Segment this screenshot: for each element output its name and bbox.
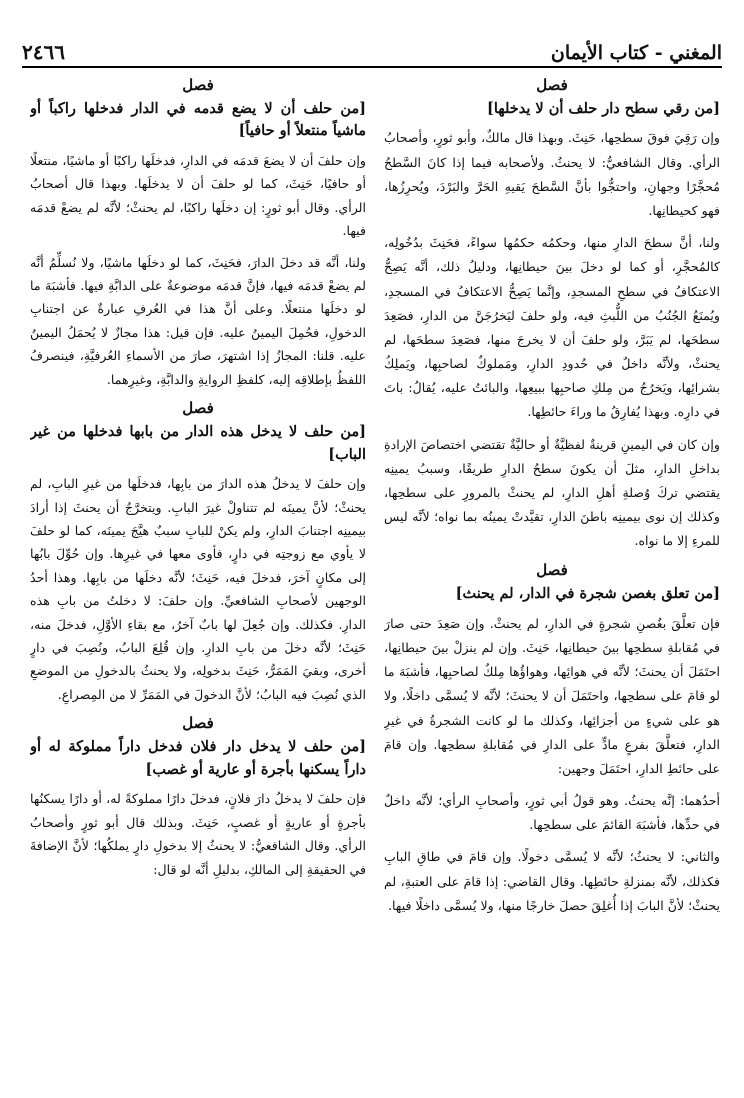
section-label: فصل bbox=[182, 76, 214, 94]
paragraph: وإن حلفَ لا يدخلُ هذه الدارَ من بابِها، فدخلَها من غيرِ البابِ، لم يحنثْ؛ لأنَّ يمينَه لم تتناولْ غيرَ البابِ. ويتخرَّجُ أن يحنثَ إذا أرادَ بيمينِه اجتنابَ الدارِ، ولم يكنْ للبابِ سببٌ هيَّجَ يمينَه، كما لو حلفَ لا يأوي مع زوجتِه في دارٍ، فأوى معها في غيرِها. وإن حُوِّلَ بابُها إلى مكانٍ آخرَ، فدخلَ فيه، حَنِثَ؛ لأنَّه دخلَها من بابِها. وهذا أحدُ الوجهين لأصحابِ الشافعيِّ. وإن حلفَ: لا دخلتُ من بابِ هذه الدارِ. فكذلك. وإن جُعِلَ لها بابٌ آخرُ، مع بقاءِ الأوَّلِ، فدخلَ منه، حَنِثَ؛ لأنَّه دخلَ من بابِ الدارِ. وإن قُلِعَ البابُ، ونُصِبَ في دارٍ أخرى، وبقيَ المَمَرُّ، حَنِثَ بدخولِه، ولا يحنثُ بالدخولِ من الموضعِ الذي نُصِبَ فيه البابُ؛ لأنَّ الدخولَ في المَمَرِّ لا من المِصراعِ. bbox=[30, 476, 366, 702]
paragraph: والثاني: لا يحنثُ؛ لأنَّه لا يُسمَّى دخولًا. وإن قامَ في طاقِ البابِ فكذلك، لأنَّه بمنزلةِ حائطِها. وقال القاضي: إذا قامَ على العتبةِ، لم يحنثْ؛ لأنَّ البابَ إذا أُغلِقَ حصلَ خارجًا منها، ولا يُسمَّى داخلًا فيها. bbox=[384, 849, 720, 913]
paragraph: أحدُهما: إنَّه يحنثُ. وهو قولُ أبي ثورٍ، وأصحابِ الرأي؛ لأنَّه داخلٌ في حدِّها، فأشبَهَ القائمَ على سطحِها. bbox=[384, 793, 720, 833]
section-heading: [من رقي سطح دار حلف أن لا يدخلها] bbox=[486, 100, 720, 117]
section-heading: [من حلف لا يدخل دار فلان فدخل داراً مملوكة له أو داراً يسكنها بأجرة أو عارية أو غصب] bbox=[30, 738, 366, 778]
running-title: المغني - كتاب الأيمان bbox=[550, 42, 722, 64]
section-label: فصل bbox=[536, 561, 568, 580]
paragraph: وإن رَقِيَ فوقَ سطحِها، حَنِثَ. وبهذا قال مالكٌ، وأبو ثورٍ، وأصحابُ الرأي. وقال الشافعيُّ: لا يحنثُ. ولأصحابه فيما إذا كانَ السَّطحُ مُحجَّرًا وجهانِ، واحتجُّوا بأنَّ السَّطحَ يَقيهِ الحَرَّ والبَرْدَ، ويُحرِزُها، فهو كحيطانِها. bbox=[384, 130, 720, 218]
section-label: فصل bbox=[182, 399, 214, 418]
section-heading: [من حلف لا يدخل هذه الدار من بابها فدخلها من غير الباب] bbox=[30, 423, 366, 463]
section-heading: [من حلف أن لا يضع قدمه في الدار فدخلها راكباً أو ماشياً منتعلاً أو حافياً] bbox=[30, 100, 366, 140]
paragraph: وإن حلفَ أن لا يضعَ قدمَه في الدارِ، فدخلَها راكبًا أو ماشيًا، منتعلًا أو حافيًا، حَنِثَ، كما لو حلفَ أن لا يدخلَها. وبهذا قال أصحابُ الرأي. وقال أبو ثورٍ: إن دخلَها راكبًا، لم يحنثْ؛ لأنَّه لم يضعْ قدمَه فيها. bbox=[30, 152, 366, 239]
section-label: فصل bbox=[536, 76, 568, 94]
page-number: ٢٤٦٦ bbox=[22, 40, 65, 64]
paragraph: فإن حلفَ لا يدخلُ دارَ فلانٍ، فدخلَ دارًا مملوكةً له، أو دارًا يسكنُها بأجرةٍ أو عاريةٍ أو غصبٍ، حَنِثَ. وبذلك قال أبو ثورٍ وأصحابُ الرأي. وقال الشافعيُّ: لا يحنثُ إلا بدخولِ دارٍ يملكُها؛ لأنَّ الإضافةَ في الحقيقةِ إلى المالكِ، بدليلِ أنَّه لو قال: bbox=[30, 791, 366, 877]
paragraph: وإن كان في اليمينِ قرينةٌ لفظيَّةٌ أو حاليَّةٌ تقتضي اختصاصَ الإرادةِ بداخلِ الدارِ، مثلَ أن يكونَ سطحُ الدارِ طريقًا، وسببُ يمينِه يقتضي تركَ وُصلةِ أهلِ الدارِ، لم يحنثْ بالمرورِ على سطحِها، وكذلك إن نوى بيمينِه باطنَ الدارِ، تقيَّدتْ يمينُه بما نواه؛ لأنَّه ليس للمرءِ إلا ما نواه. bbox=[384, 436, 720, 549]
section-label: فصل bbox=[182, 714, 214, 733]
paragraph: ولنا، أنَّ سطحَ الدارِ منها، وحكمُه حكمُها سواءً، فحَنِثَ بدُخُولِه، كالمُحجَّرِ، أو كما لو دخلَ بينَ حيطانِها، ودليلُ ذلك، أنَّه يَصِحُّ الاعتكافُ في سطحِ المسجدِ، وإنَّما يَصِحُّ الاعتكافُ في المسجدِ، ويُمنَعُ الجُنُبُ من اللُّبثِ فيه، ولو حلفَ ليَخرُجَنَّ من الدارِ، فصَعِدَ سطحَها، لم يَبَرَّ، ولو حلفَ أن لا يخرجَ منها، فصَعِدَ سطحَها، لم يحنثْ، ولأنَّه داخلٌ في حُدودِ الدارِ، ومَملوكٌ لصاحبِها، ويَملِكُ بشرائِها، ويَخرُجُ من مِلكِ صاحبِها ببيعِها، والبائتُ عليه، يُقالُ: باتَ في دارِه. وبهذا يُفارِقُ ما وراءَ حائطِها. bbox=[384, 235, 720, 420]
section-heading: [من تعلق بغصن شجرة في الدار، لم يحنث] bbox=[455, 585, 720, 603]
right-column bbox=[384, 76, 720, 1074]
left-column bbox=[30, 76, 366, 1074]
paragraph: فإن تعلَّقَ بغُصنِ شجرةٍ في الدارِ، لم يحنثْ. وإن صَعِدَ حتى صارَ في مُقابلةِ سطحِها بينَ حيطانِها، حَنِثَ. وإن لم ينزلْ بينَ حيطانِها، احتَمَلَ أن يحنثَ؛ لأنَّه في هوائِها، وهواؤُها مِلكٌ لصاحبِها، فأشبَهَ ما لو قامَ على سطحِها، واحتَمَلَ أن لا يحنثَ؛ لأنَّه لا يُسمَّى داخلًا، ولا هو على شيءٍ من أجزائِها، وكذلك ما لو كانت الشجرةُ في غيرِ الدارِ، فتعلَّقَ بفرعٍ مادٍّ على الدارِ في مُقابلةِ سطحِها. وإن قامَ على حائطِ الدارِ، احتَمَلَ وجهين: bbox=[384, 615, 720, 776]
paragraph: ولنا، أنَّه قد دخلَ الدارَ، فحَنِثَ، كما لو دخلَها ماشيًا، ولا نُسلِّمُ أنَّه لم يضعْ قدمَه فيها، فإنَّ قدمَه موضوعةٌ على الدابَّةِ فيها. فأشبَهَ ما لو دخلَها منتعلًا. وعلى أنَّ هذا في العُرفِ عبارةٌ عن اجتنابِ الدخولِ، فحُمِلَ اليمينُ عليه. فإن قيل: هذا مجازٌ لا يُحمَلُ اليمينُ عليه. قلنا: المجازُ إذا اشتهرَ، صارَ من الأسماءِ العُرفيَّةِ، فينصرفُ اللفظُ بإطلاقِه إليه، كلفظِ الروايةِ والدابَّةِ، وغيرِهما. bbox=[30, 254, 366, 387]
page-header bbox=[22, 30, 722, 68]
